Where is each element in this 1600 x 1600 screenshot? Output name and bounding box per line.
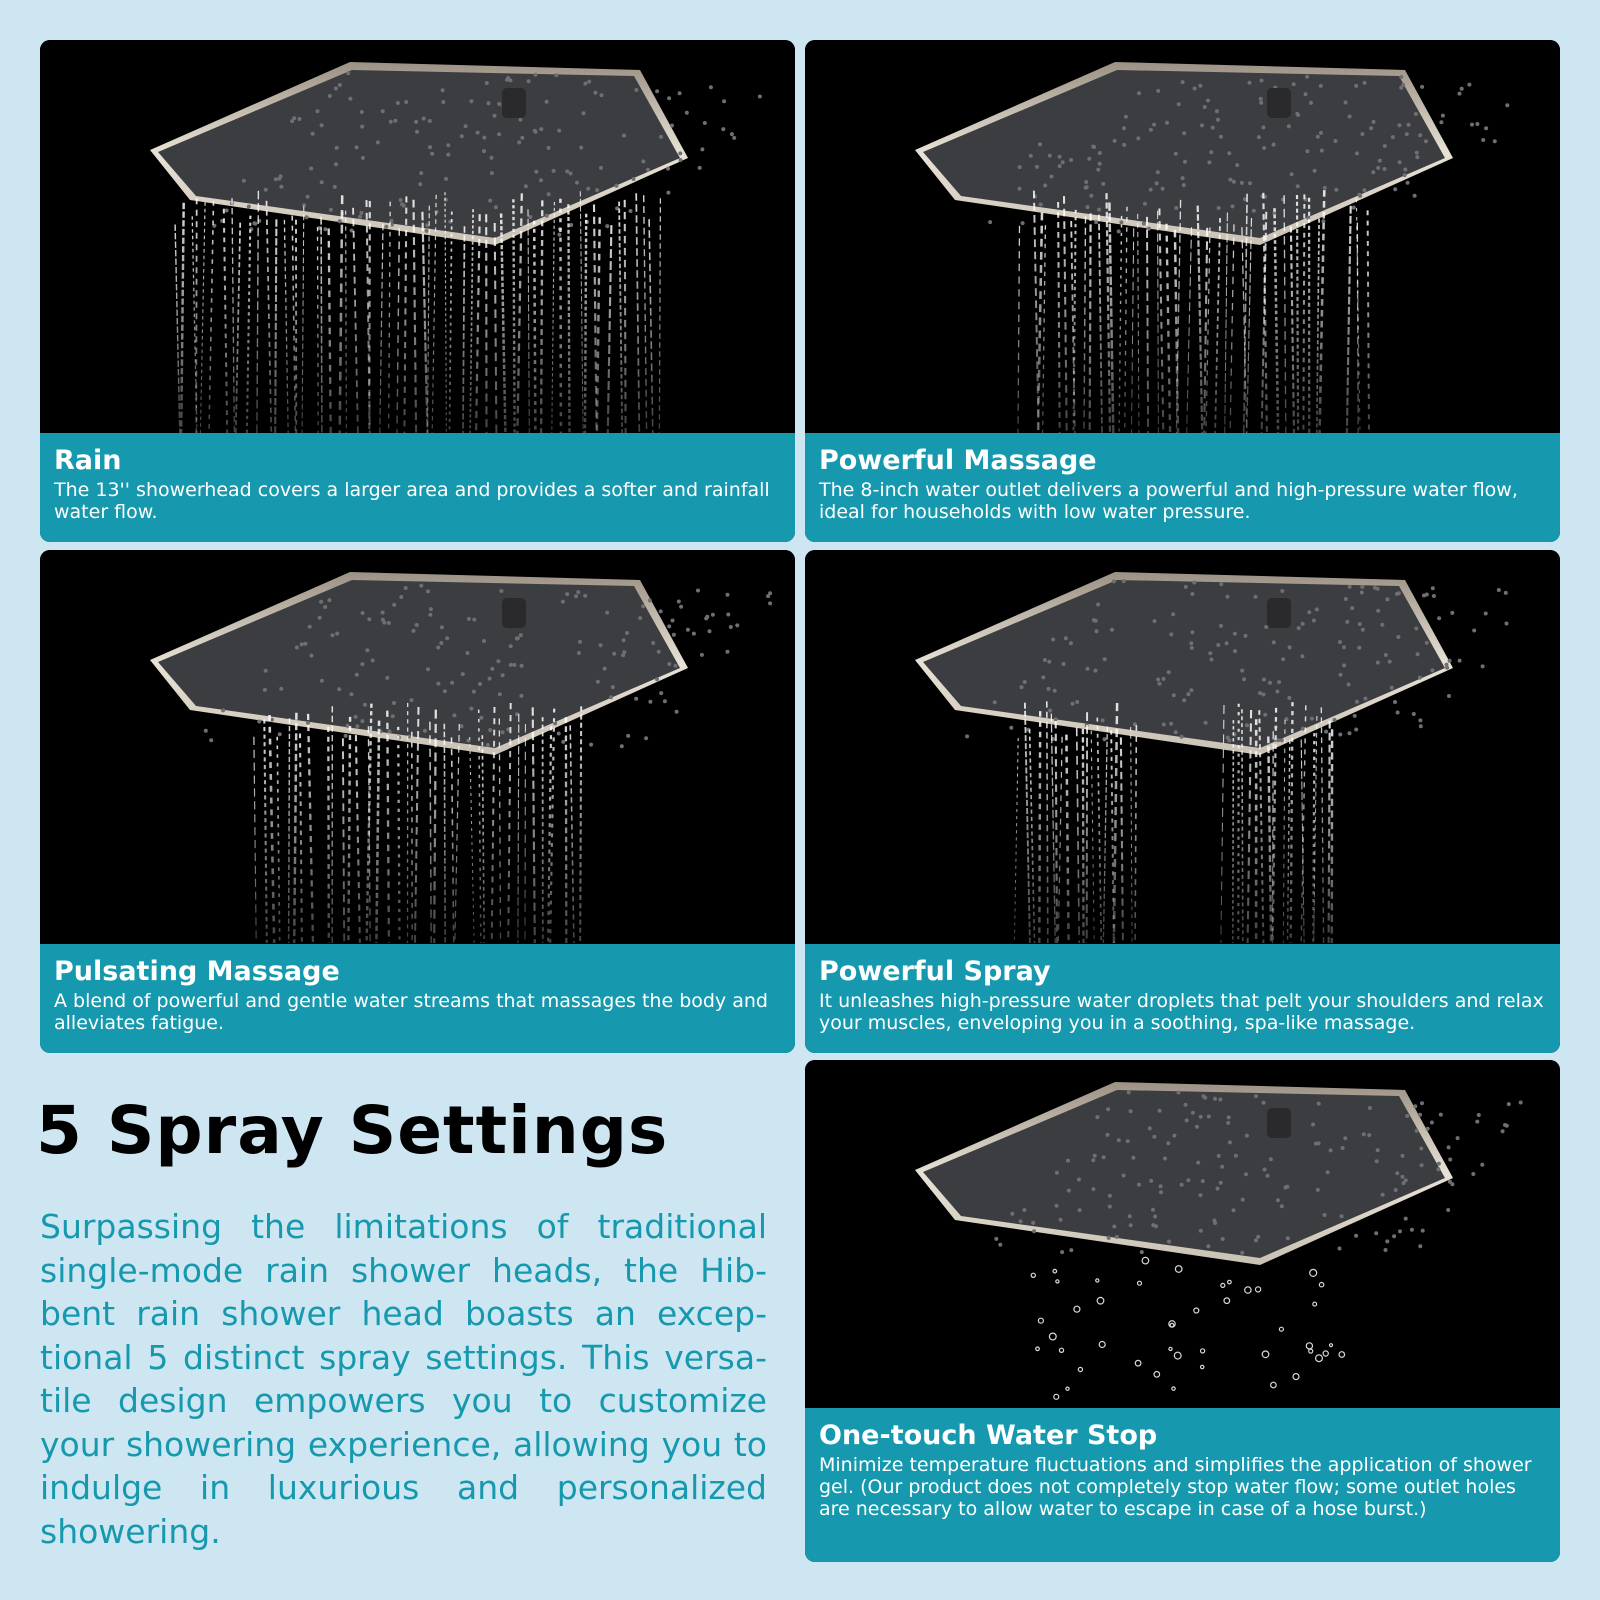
spray-mode-description: The 13'' showerhead covers a larger area and provides a softer and rainfall water flow. <box>54 479 770 523</box>
spray-mode-description: Minimize temperature fluctuations and simplifies the application of shower gel. (Our product does not completely stop water flow; some outlet holes are necessary to allow water to escape in case of a hose burst.) <box>819 1454 1532 1520</box>
spray-mode-card-rain <box>40 40 795 542</box>
spray-mode-caption <box>805 1408 1560 1562</box>
shower-head-powerful-massage-icon <box>805 40 1560 433</box>
spray-mode-title: Rain <box>54 445 122 476</box>
spray-mode-card-powerful-massage <box>805 40 1560 542</box>
shower-head-pulsating-massage-icon <box>40 550 795 943</box>
spray-mode-title: Powerful Spray <box>819 956 1051 987</box>
spray-mode-card-pulsating-massage <box>40 550 795 1053</box>
spray-mode-description: The 8-inch water outlet delivers a powerful and high-pressure water flow, ideal for households with low water pressure. <box>819 479 1518 523</box>
spray-mode-caption <box>40 433 795 542</box>
feature-description: Surpassing the limitations of traditional single-mode rain shower heads, the Hibbent rain shower head boasts an exceptional 5 distinct spray settings. This versatile design empowers you to customize your showering experience, allowing you to indulge in luxurious and personalized showering. <box>40 1207 767 1551</box>
spray-mode-caption <box>805 944 1560 1053</box>
spray-mode-caption <box>40 944 795 1053</box>
spray-mode-caption <box>805 433 1560 542</box>
shower-head-powerful-spray-icon <box>805 550 1560 943</box>
page-headline: 5 Spray Settings <box>36 1092 669 1169</box>
spray-mode-card-water-stop <box>805 1060 1560 1562</box>
spray-mode-title: Powerful Massage <box>819 445 1097 476</box>
spray-mode-description: A blend of powerful and gentle water streams that massages the body and alleviates fatigue. <box>54 990 768 1034</box>
shower-head-water-stop-icon <box>805 1060 1560 1408</box>
spray-mode-title: Pulsating Massage <box>54 956 340 987</box>
spray-mode-card-powerful-spray <box>805 550 1560 1053</box>
spray-mode-title: One-touch Water Stop <box>819 1420 1158 1451</box>
spray-mode-description: It unleashes high-pressure water droplets that pelt your shoulders and relax your muscles, enveloping you in a soothing, spa-like massage. <box>819 990 1544 1034</box>
shower-head-rain-icon <box>40 40 795 433</box>
